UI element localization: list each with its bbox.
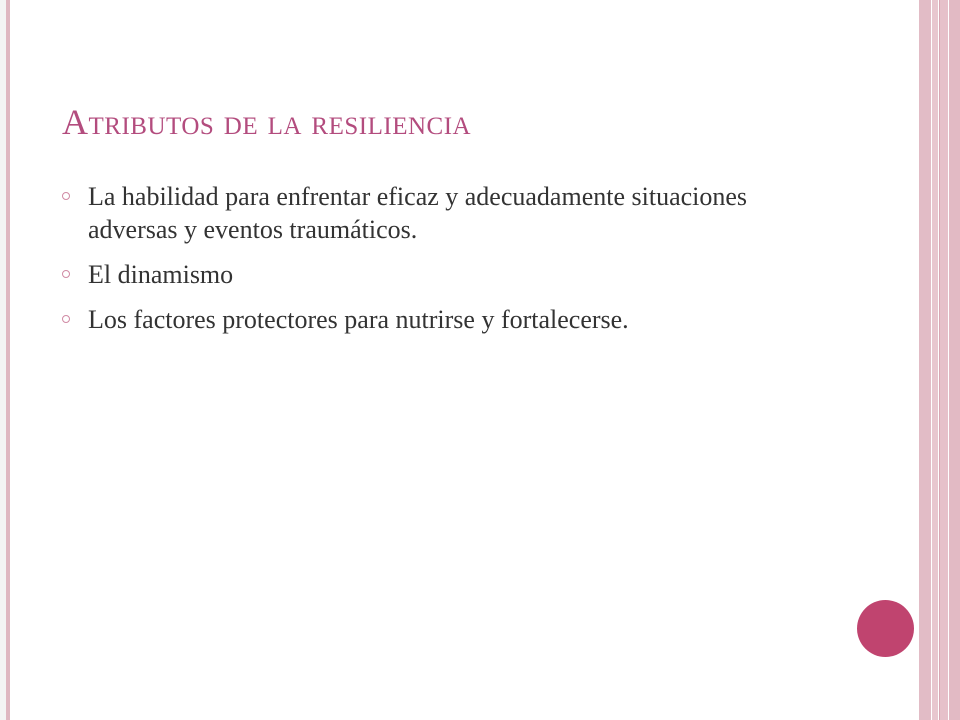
- bullet-text: El dinamismo: [88, 260, 234, 289]
- bullet-circle-icon: [62, 315, 70, 323]
- right-decorative-stripes: [918, 0, 960, 720]
- slide-title: Atributos de la resiliencia: [62, 102, 472, 142]
- bullet-circle-icon: [62, 192, 70, 200]
- bullet-item: [62, 303, 822, 336]
- bullet-text: La habilidad para enfrentar eficaz y adecuadamente situaciones adversas y eventos traumáticos.: [88, 182, 748, 244]
- bullet-text: Los factores protectores para nutrirse y fortalecerse.: [88, 305, 629, 334]
- bullet-circle-icon: [62, 270, 70, 278]
- bullet-item: [62, 180, 822, 246]
- bullet-item: [62, 258, 822, 291]
- bullet-list: [62, 180, 822, 348]
- left-border-stripe: [0, 0, 10, 720]
- accent-circle-icon: [857, 600, 914, 657]
